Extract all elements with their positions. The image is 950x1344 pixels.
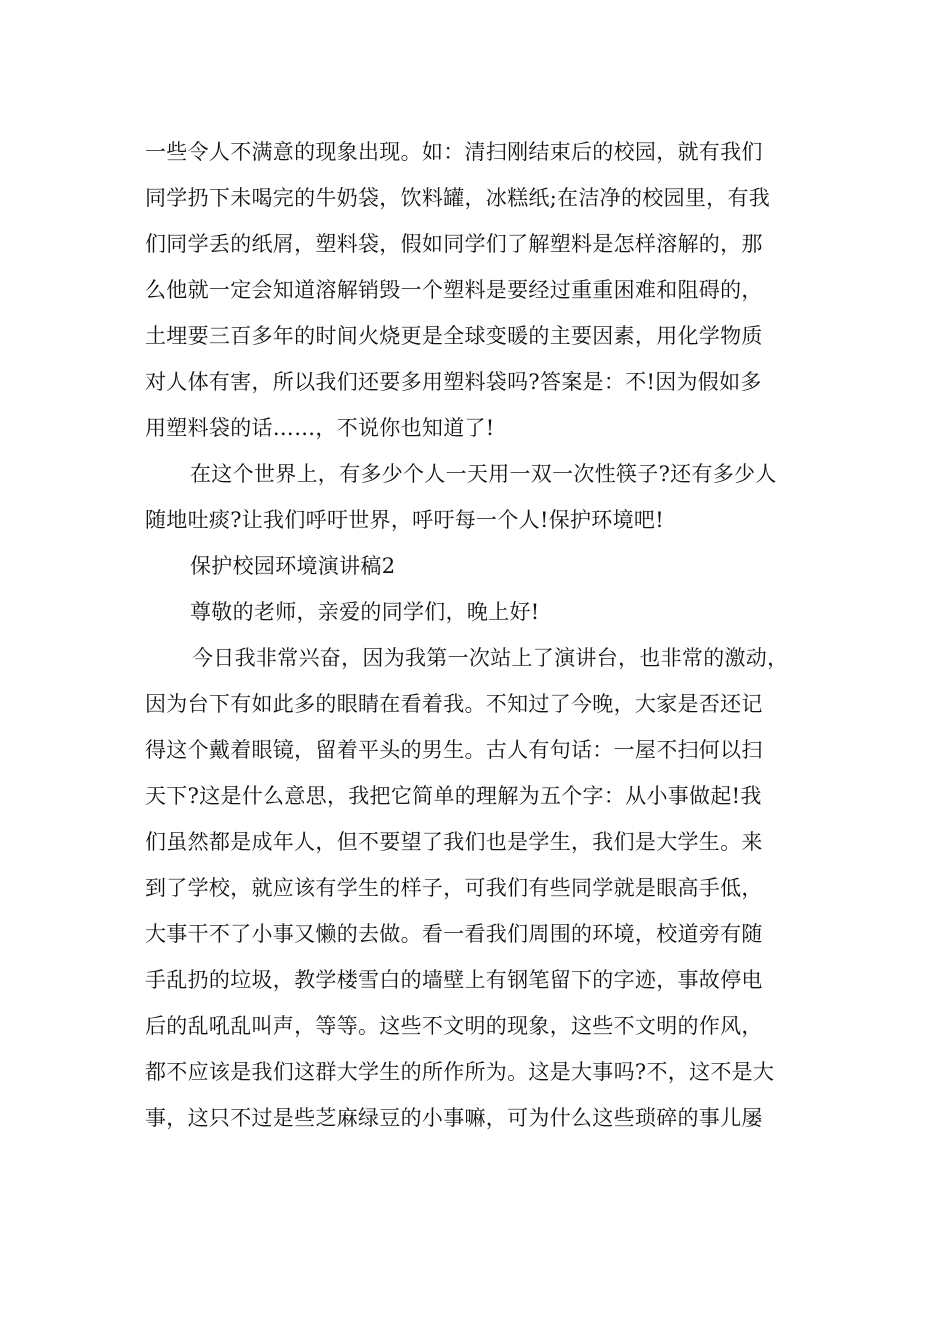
text-line: 到了学校，就应该有学生的样子，可我们有些同学就是眼高手低，: [145, 876, 763, 900]
text-line: 随地吐痰?让我们呼吁世界，呼吁每一个人!保护环境吧!: [145, 508, 664, 532]
text-line: 手乱扔的垃圾，教学楼雪白的墙壁上有钢笔留下的字迹，事故停电: [145, 968, 763, 992]
text-line: 天下?这是什么意思，我把它简单的理解为五个字：从小事做起!我: [145, 784, 762, 808]
text-line: 今日我非常兴奋，因为我第一次站上了演讲台，也非常的激动，: [192, 646, 789, 670]
text-line: 们同学丢的纸屑，塑料袋，假如同学们了解塑料是怎样溶解的，那: [145, 232, 763, 256]
text-line: 一些令人不满意的现象出现。如：清扫刚结束后的校园，就有我们: [145, 140, 763, 164]
text-line: 么他就一定会知道溶解销毁一个塑料是要经过重重困难和阻碍的，: [145, 278, 763, 302]
text-line: 因为台下有如此多的眼睛在看着我。不知过了今晚，大家是否还记: [145, 692, 763, 716]
text-line: 对人体有害，所以我们还要多用塑料袋吗?答案是：不!因为假如多: [145, 370, 762, 394]
text-line: 都不应该是我们这群大学生的所作所为。这是大事吗?不，这不是大: [145, 1060, 775, 1084]
text-line: 们虽然都是成年人，但不要望了我们也是学生，我们是大学生。来: [145, 830, 763, 854]
text-line: 大事干不了小事又懒的去做。看一看我们周围的环境，校道旁有随: [145, 922, 763, 946]
text-line: 后的乱吼乱叫声，等等。这些不文明的现象，这些不文明的作风，: [145, 1014, 763, 1038]
text-line: 同学扔下未喝完的牛奶袋，饮料罐，冰糕纸;在洁净的校园里，有我: [145, 186, 771, 210]
text-line: 土埋要三百多年的时间火烧更是全球变暖的主要因素，用化学物质: [145, 324, 763, 348]
text-line: 得这个戴着眼镜，留着平头的男生。古人有句话：一屋不扫何以扫: [145, 738, 763, 762]
text-line: 在这个世界上，有多少个人一天用一双一次性筷子?还有多少人: [190, 462, 777, 486]
text-line: 用塑料袋的话……，不说你也知道了!: [145, 416, 495, 440]
greeting-line: 尊敬的老师，亲爱的同学们，晚上好!: [190, 600, 540, 624]
section-heading: 保护校园环境演讲稿2: [190, 554, 396, 578]
text-line: 事，这只不过是些芝麻绿豆的小事嘛，可为什么这些琐碎的事儿屡: [145, 1106, 763, 1130]
